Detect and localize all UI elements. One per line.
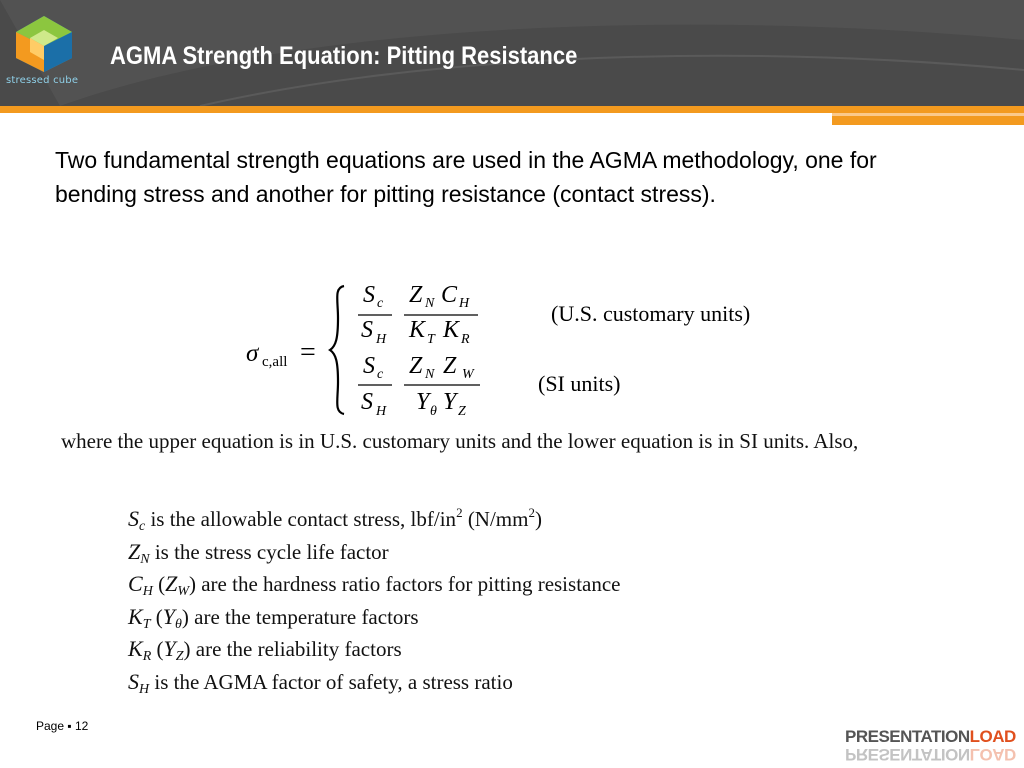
definition-kr: $K_R$ $(Y_Z)$ are the reliability factors bbox=[128, 636, 402, 664]
svg-text:Y: Y bbox=[443, 389, 457, 415]
svg-text:H: H bbox=[376, 332, 387, 347]
sigma-symbol: σ bbox=[246, 340, 259, 367]
svg-text:N: N bbox=[425, 367, 435, 382]
svg-text:S: S bbox=[361, 389, 373, 415]
svg-text:Z: Z bbox=[409, 282, 423, 308]
svg-text:Z: Z bbox=[443, 353, 457, 379]
svg-text:Y: Y bbox=[416, 389, 430, 415]
sigma-subscript: c,all bbox=[262, 354, 288, 370]
definition-zn: $Z_N$ is the stress cycle life factor bbox=[128, 538, 389, 567]
svg-text:S: S bbox=[361, 317, 373, 343]
left-brace bbox=[330, 286, 344, 414]
slide-title: AGMA Strength Equation: Pitting Resistance bbox=[110, 42, 578, 70]
svg-text:N: N bbox=[425, 296, 435, 311]
svg-text:H: H bbox=[376, 404, 387, 419]
lower-equation bbox=[358, 353, 621, 419]
svg-text:S: S bbox=[363, 282, 375, 308]
page-number: Page ▪ 12 bbox=[36, 719, 89, 733]
definition-sh: $S_H$ is the AGMA factor of safety, a stress ratio bbox=[128, 668, 513, 697]
svg-text:H: H bbox=[459, 296, 470, 311]
upper-units-note: (U.S. customary units) bbox=[551, 301, 751, 326]
svg-text:Z: Z bbox=[458, 404, 466, 419]
upper-equation bbox=[358, 282, 750, 347]
intro-paragraph: Two fundamental strength equations are used in the AGMA methodology, one for bending stress and another for pitting resistance (contact stress). bbox=[55, 147, 877, 207]
presentationload-logo-reflection: PRESENTATIONLOAD bbox=[845, 745, 1016, 764]
svg-text:S: S bbox=[363, 353, 375, 379]
svg-text:W: W bbox=[462, 367, 474, 382]
definitions-list bbox=[128, 503, 621, 698]
lower-units-note: (SI units) bbox=[538, 371, 621, 396]
equation-lhs bbox=[246, 337, 316, 370]
svg-text:θ: θ bbox=[430, 404, 437, 419]
bullet-icon: ▪ bbox=[67, 719, 72, 733]
svg-text:R: R bbox=[461, 332, 470, 347]
svg-text:K: K bbox=[443, 317, 460, 343]
svg-text:c: c bbox=[377, 296, 384, 311]
definition-sc: $S_c$ is the allowable contact stress, lbf/$in^2$ $(N/mm^2)$ bbox=[128, 505, 542, 534]
logo-text: stressed cube bbox=[6, 75, 79, 86]
svg-text:K: K bbox=[409, 317, 426, 343]
equals-sign: = bbox=[300, 337, 316, 368]
svg-text:T: T bbox=[427, 332, 435, 347]
svg-text:C: C bbox=[441, 282, 458, 308]
definition-kt: $K_T$ $(Y_\theta)$ are the temperature factors bbox=[128, 603, 419, 632]
presentationload-logo: PRESENTATIONLOAD bbox=[845, 727, 1016, 746]
svg-text:Z: Z bbox=[409, 353, 423, 379]
svg-text:c: c bbox=[377, 367, 384, 382]
definition-ch: $C_H$ $(Z_W)$ are the hardness ratio factors for pitting resistance bbox=[128, 571, 621, 599]
where-paragraph: where the upper equation is in U.S. customary units and the lower equation is in SI units. Also, bbox=[61, 429, 859, 453]
